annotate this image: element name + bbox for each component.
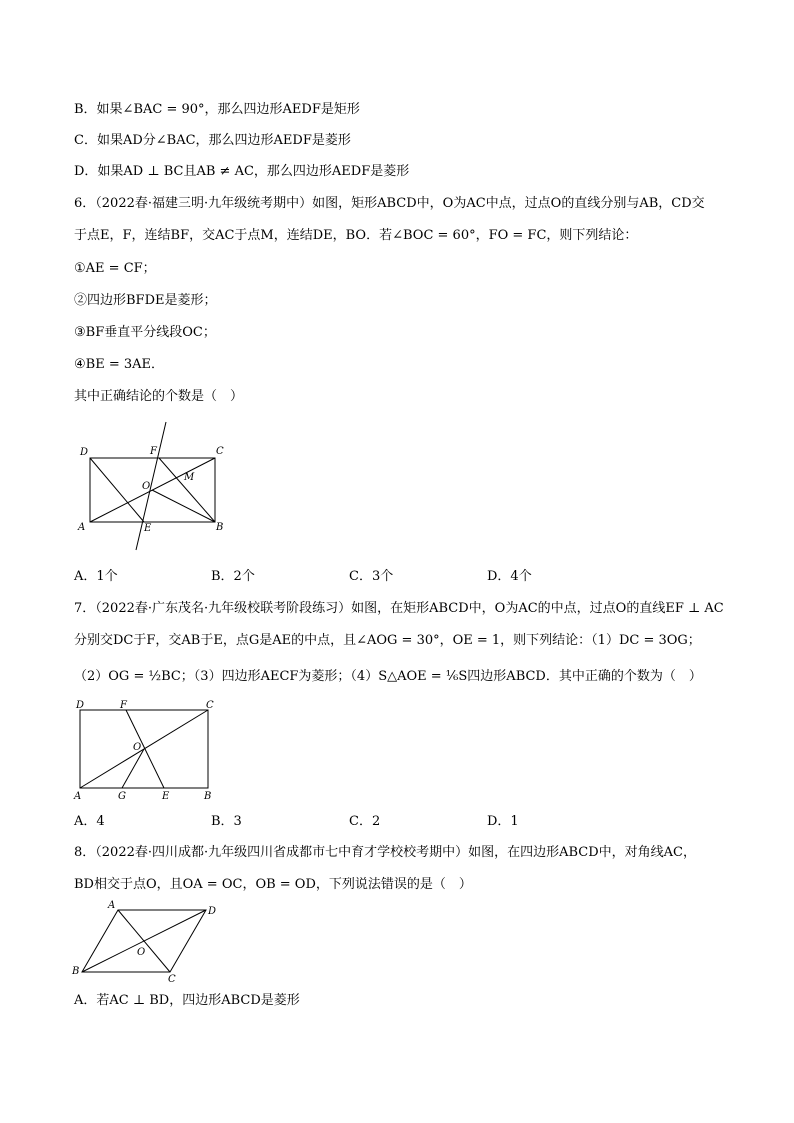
q6-option-b: B．2个	[211, 569, 255, 584]
q6-conclusion-2: ②四边形BFDE是菱形；	[74, 293, 217, 308]
q7-stem-line2: 分别交DC于F，交AB于E，点G是AE的中点，且∠AOG = 30°，OE = 1，则下列结论：（1）DC = 3OG；	[74, 633, 701, 648]
q7-option-b: B．3	[211, 814, 242, 829]
prev-option-b: B．如果∠BAC = 90°，那么四边形AEDF是矩形	[74, 102, 360, 117]
q6-label-c: C	[216, 446, 224, 457]
q8-stem-line2: BD相交于点O，且OA = OC，OB = OD，下列说法错误的是（ ）	[74, 877, 472, 892]
q6-question: 其中正确结论的个数是（ ）	[74, 389, 244, 404]
q6-label-f: F	[150, 446, 157, 457]
q7-label-f: F	[120, 700, 127, 711]
q6-conclusion-1: ①AE = CF；	[74, 261, 156, 276]
q8-label-c: C	[168, 974, 176, 985]
q7-label-d: D	[76, 700, 85, 711]
q6-label-d: D	[80, 447, 89, 458]
q8-figure	[70, 898, 230, 988]
q7-label-e: E	[162, 791, 170, 802]
q7-line-fe	[126, 710, 164, 788]
q7-label-a: A	[74, 791, 82, 802]
q6-stem-line1: 6．（2022春·福建三明·九年级统考期中）如图，矩形ABCD中，O为AC中点，过点O的直线分别与AB，CD交	[74, 196, 705, 211]
prev-option-d: D．如果AD ⊥ BC且AB ≠ AC，那么四边形AEDF是菱形	[74, 164, 410, 179]
q8-diagonal-bd	[82, 910, 206, 972]
q7-stem-line1: 7．（2022春·广东茂名·九年级校联考阶段练习）如图，在矩形ABCD中，O为AC的中点，过点O的直线EF ⊥ AC	[74, 601, 724, 616]
q6-label-b: B	[216, 522, 224, 533]
q6-label-a: A	[78, 522, 86, 533]
q7-label-o: O	[133, 742, 142, 753]
q8-label-o: O	[137, 947, 146, 958]
q8-label-d: D	[208, 906, 217, 917]
q6-option-c: C．3个	[349, 569, 394, 584]
q7-option-d: D．1	[487, 814, 519, 829]
q7-label-c: C	[206, 700, 214, 711]
q6-line-bf	[159, 458, 215, 522]
q6-stem-line2: 于点E，F，连结BF，交AC于点M，连结DE，BO．若∠BOC = 60°，FO = FC，则下列结论：	[74, 228, 638, 243]
prev-option-c: C．如果AD分∠BAC，那么四边形AEDF是菱形	[74, 133, 351, 148]
q6-label-e: E	[144, 523, 152, 534]
q6-line-bo	[152, 490, 215, 522]
q7-option-a: A．4	[74, 814, 105, 829]
q6-option-d: D．4个	[487, 569, 532, 584]
q7-stem-line3: （2）OG = ½BC；（3）四边形AECF为菱形；（4）S△AOE = ⅙S四边形ABCD．其中正确的个数为（ ）	[74, 669, 702, 684]
q8-label-b: B	[72, 966, 80, 977]
q7-figure	[74, 700, 224, 805]
q6-conclusion-4: ④BE = 3AE．	[74, 357, 165, 372]
q6-option-a: A．1个	[74, 569, 118, 584]
q8-option-a: A．若AC ⊥ BD，四边形ABCD是菱形	[74, 993, 300, 1008]
q7-option-c: C．2	[349, 814, 381, 829]
q7-label-b: B	[204, 791, 212, 802]
q8-stem-line1: 8．（2022春·四川成都·九年级四川省成都市七中育才学校校考期中）如图，在四边形ABCD中，对角线AC，	[74, 845, 697, 860]
q7-label-g: G	[118, 791, 126, 802]
q7-line-og	[122, 749, 144, 788]
q6-label-o: O	[142, 481, 151, 492]
q6-line-de	[90, 458, 144, 522]
q8-label-a: A	[108, 900, 116, 911]
q6-label-m: M	[184, 472, 195, 483]
q6-conclusion-3: ③BF垂直平分线段OC；	[74, 325, 216, 340]
q6-figure	[74, 420, 234, 560]
